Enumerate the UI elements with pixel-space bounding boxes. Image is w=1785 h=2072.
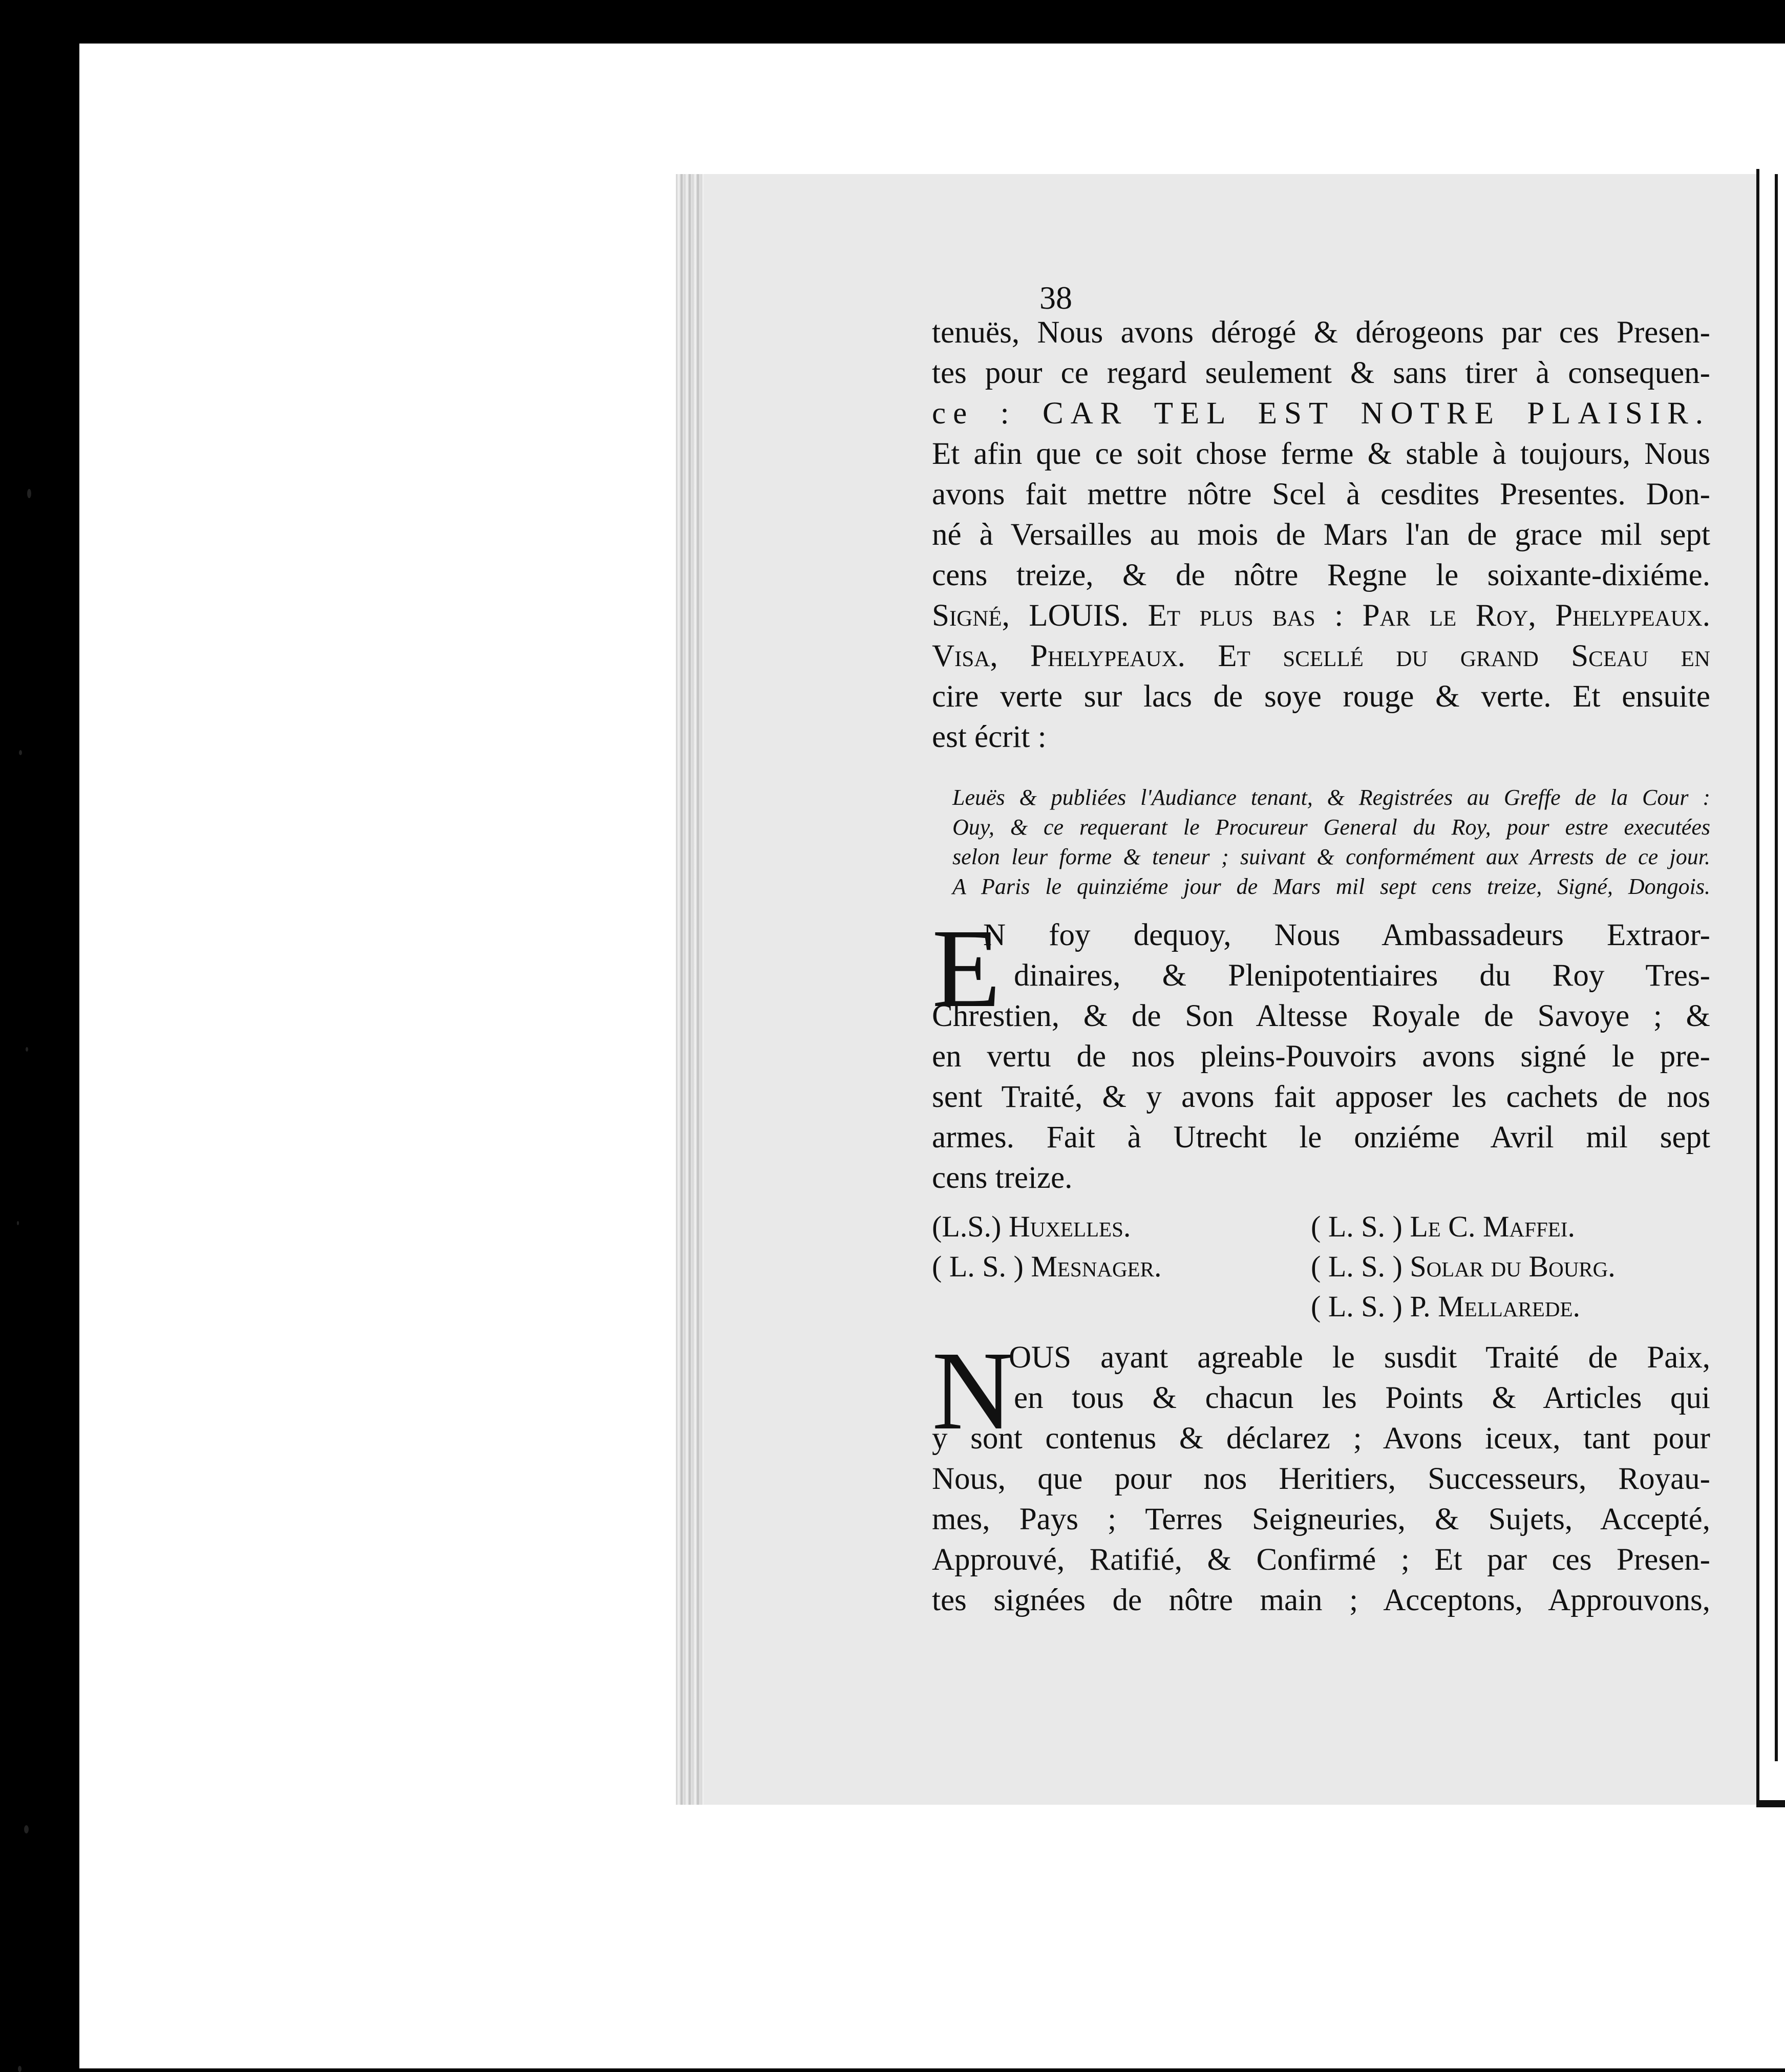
drop-cap-n: N	[932, 1328, 1013, 1453]
text-line: armes. Fait à Utrecht le onziéme Avril mil sept	[932, 1120, 1710, 1155]
text-line: sent Traité, & y avons fait apposer les cachets de nos	[932, 1080, 1710, 1114]
signature-maffei: ( L. S. ) Le C. Maffei.	[1311, 1210, 1575, 1243]
speck	[18, 2066, 22, 2072]
drop-cap-e: E	[932, 906, 1001, 1031]
signature-mellarede: ( L. S. ) P. Mellarede.	[1311, 1290, 1581, 1323]
speck	[17, 1221, 19, 1225]
text-line: né à Versailles au mois de Mars l'an de grace mil sept	[932, 518, 1710, 552]
signatures-block	[932, 1208, 1710, 1325]
text-line: Et afin que ce soit chose ferme & stable à toujours, Nous	[932, 437, 1710, 471]
registration-line: A Paris le quinziéme jour de Mars mil sept cens treize, Signé, Dongois.	[952, 874, 1710, 899]
speck	[19, 750, 22, 755]
text-line: en tous & chacun les Points & Articles qui	[1014, 1381, 1710, 1415]
registration-line: Leuës & publiées l'Audiance tenant, & Registrées au Greffe de la Cour :	[952, 785, 1710, 810]
page-body	[932, 312, 1710, 1620]
text-line: dinaires, & Plenipotentiaires du Roy Tres-	[1014, 958, 1710, 993]
text-line: tes pour ce regard seulement & sans tirer à consequen-	[932, 356, 1710, 390]
edge-bottom-bar	[1756, 1800, 1785, 1807]
text-line: tenuës, Nous avons dérogé & dérogeons par ces Presen-	[932, 315, 1710, 350]
speck	[26, 1047, 28, 1052]
text-line: N foy dequoy, Nous Ambassadeurs Extraor-	[983, 918, 1710, 952]
page-number: 38	[1039, 280, 1072, 316]
text-line: en vertu de nos pleins-Pouvoirs avons signé le pre-	[932, 1039, 1710, 1074]
text-line-royal-formula: ce : CAR TEL EST NOTRE PLAISIR.	[932, 396, 1710, 431]
registration-line: selon leur forme & teneur ; suivant & conformément aux Arrests de ce jour.	[952, 844, 1710, 869]
text-line: Approuvé, Ratifié, & Confirmé ; Et par ces Presen-	[932, 1543, 1710, 1577]
text-line: Nous, que pour nos Heritiers, Successeurs, Royau-	[932, 1462, 1710, 1496]
signature-mesnager: ( L. S. ) Mesnager.	[932, 1250, 1162, 1283]
registration-note	[932, 783, 1710, 902]
signature-solar-du-bourg: ( L. S. ) Solar du Bourg.	[1311, 1250, 1616, 1283]
text-line: Visa, Phelypeaux. Et scellé du grand Sceau en	[932, 639, 1710, 673]
book-page	[676, 174, 1756, 1805]
facing-page-edge	[1756, 169, 1785, 1807]
text-line: cens treize, & de nôtre Regne le soixante-dixiéme.	[932, 558, 1710, 592]
speck	[27, 489, 31, 498]
text-line: cens treize.	[932, 1161, 1073, 1195]
text-line: avons fait mettre nôtre Scel à cesdites Presentes. Don-	[932, 477, 1710, 511]
text-line: Signé, LOUIS. Et plus bas : Par le Roy, Phelypeaux.	[932, 599, 1710, 633]
registration-line: Ouy, & ce requerant le Procureur General du Roy, pour estre executées	[952, 815, 1710, 840]
text-line: mes, Pays ; Terres Seigneuries, & Sujets, Accepté,	[932, 1502, 1710, 1536]
nous-paragraph	[932, 1328, 1710, 1620]
text-line: tes signées de nôtre main ; Acceptons, Approuvons,	[932, 1583, 1710, 1617]
text-line: Chrestien, & de Son Altesse Royale de Savoye ; &	[932, 999, 1710, 1033]
signature-huxelles: (L.S.) Huxelles.	[932, 1210, 1131, 1243]
text-line: y sont contenus & déclarez ; Avons iceux, tant pour	[932, 1421, 1710, 1456]
speck	[24, 1825, 29, 1833]
text-line: cire verte sur lacs de soye rouge & verte. Et ensuite	[932, 679, 1710, 714]
edge-rule	[1775, 174, 1778, 1761]
text-line: OUS ayant agreable le susdit Traité de Paix,	[1009, 1340, 1710, 1375]
en-foy-paragraph	[932, 906, 1710, 1198]
text-line: est écrit :	[932, 720, 1047, 754]
page-gutter	[676, 174, 704, 1805]
